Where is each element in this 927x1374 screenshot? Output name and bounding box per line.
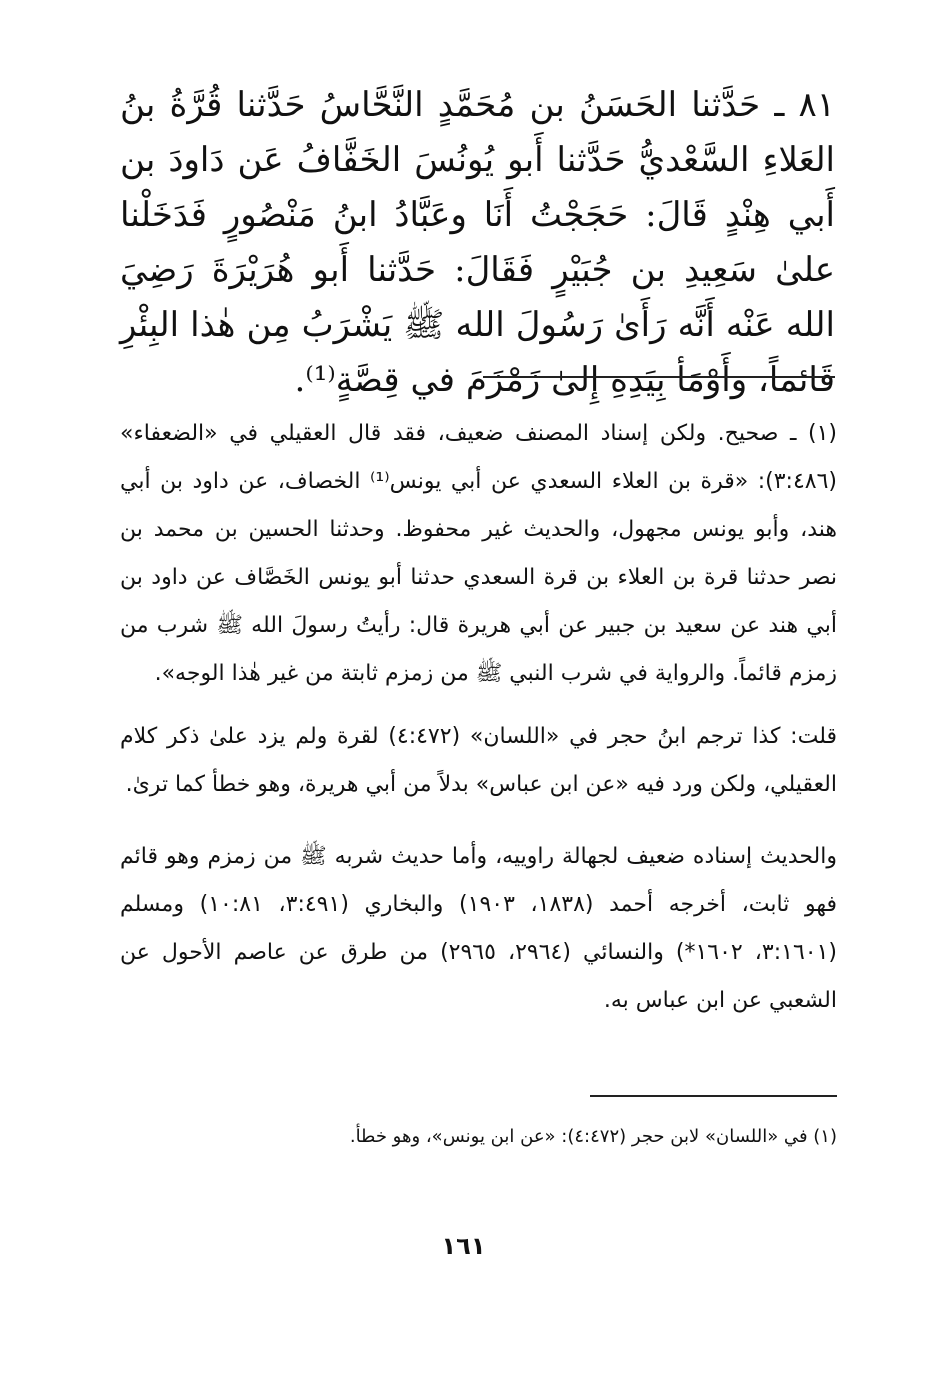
commentary-separator-line	[483, 376, 835, 378]
commentary-paragraph-2: قلت: كذا ترجم ابنُ حجر في «اللسان» (٤:٤٧٢) لقرة ولم يزد علىٰ ذكر كلام العقيلي، ولكن ورد فيه «عن ابن عباس» بدلاً من أبي هريرة، وهو خطأ كما ترىٰ.	[120, 724, 837, 797]
footnote-separator-line	[590, 1095, 837, 1097]
commentary-block-1	[120, 410, 837, 698]
commentary-paragraph-1: (١) ـ صحيح. ولكن إسناد المصنف ضعيف، فقد قال العقيلي في «الضعفاء» (٣:٤٨٦): «قرة بن العلاء السعدي عن أبي يونس⁽¹⁾ الخصاف، عن داود بن أبي هند، وأبو يونس مجهول، والحديث غير محفوظ. وحدثنا الحسين بن محمد بن نصر حدثنا قرة بن العلاء بن قرة السعدي حدثنا أبو يونس الخَصَّاف عن داود بن أبي هند عن سعيد بن جبير عن أبي هريرة قال: رأيتُ رسولَ الله ﷺ شرب من زمزم قائماً. والرواية في شرب النبي ﷺ من زمزم ثابتة من غير هٰذا الوجه».	[120, 421, 837, 686]
page-number: ١٦١	[441, 1232, 486, 1260]
commentary-block-2	[120, 713, 837, 809]
commentary-block-3	[120, 833, 837, 1025]
footnote-text: (١) في «اللسان» لابن حجر (٤:٤٧٢): «عن ابن يونس»، وهو خطأ.	[349, 1126, 837, 1147]
commentary-paragraph-3: والحديث إسناده ضعيف لجهالة راوييه، وأما حديث شربه ﷺ من زمزم وهو قائم فهو ثابت، أخرجه أحمد (١٨٣٨، ١٩٠٣) والبخاري (٣:٤٩١، ١٠:٨١) ومسلم (٣:١٦٠١، ١٦٠٢*) والنسائي (٢٩٦٤، ٢٩٦٥) من طرق عن عاصم الأحول عن الشعبي عن ابن عباس به.	[120, 844, 837, 1013]
hadith-text-block	[120, 78, 835, 408]
hadith-paragraph: ٨١ ـ حَدَّثنا الحَسَنُ بن مُحَمَّدٍ النَّحَّاسُ حَدَّثنا قُرَّةُ بنُ العَلاءِ السَّعْديُّ حَدَّثنا أَبو يُونُسَ الخَفَّافُ عَن دَاودَ بن أَبي هِنْدٍ قَالَ: حَجَجْتُ أَنَا وعَبَّادُ ابنُ مَنْصُورٍ فَدَخَلْنا علىٰ سَعِيدِ بن جُبَيْرٍ فَقَالَ: حَدَّثنا أَبو هُرَيْرَةَ رَضِيَ الله عَنْه أَنَّه رَأَىٰ رَسُولَ الله ﷺ يَشْرَبُ مِن هٰذا البِئْرِ قَائماً، وأَوْمَأ بِيَدِهِ إِلىٰ زَمْزَمَ في قِصَّةٍ⁽¹⁾.	[120, 85, 835, 400]
